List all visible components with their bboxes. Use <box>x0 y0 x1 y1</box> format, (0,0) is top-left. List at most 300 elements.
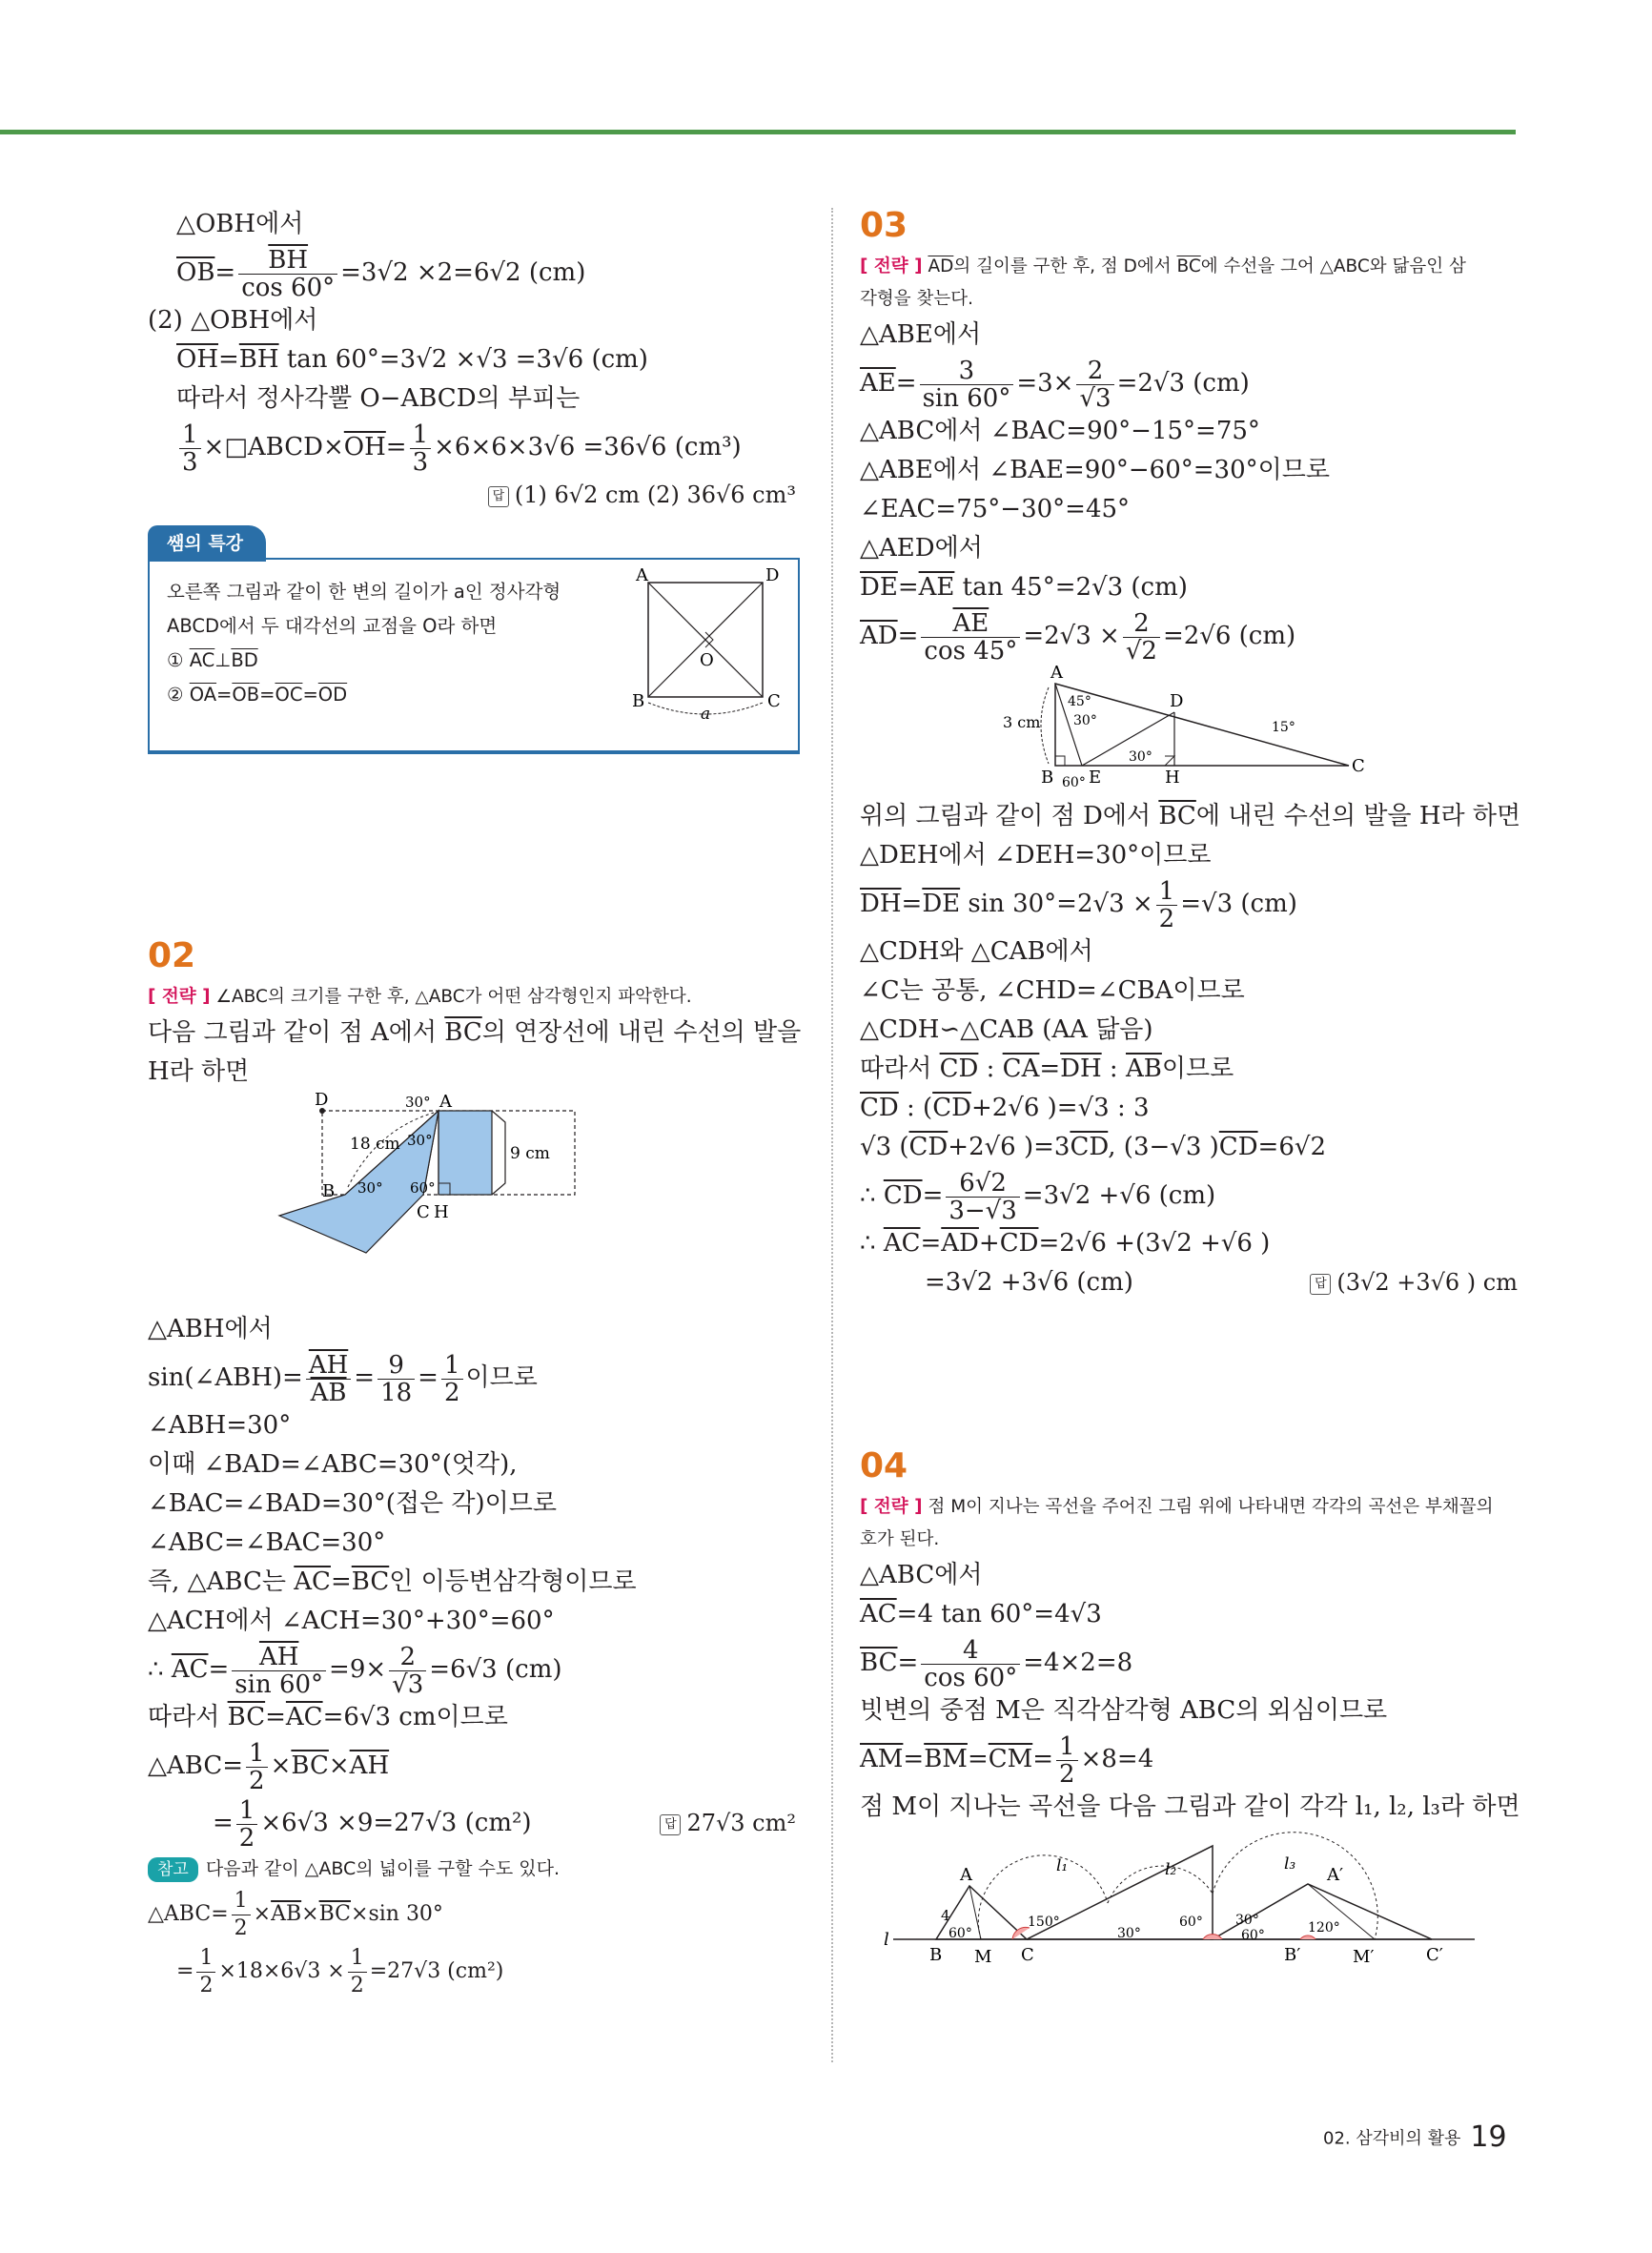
label-b: B <box>929 1945 943 1965</box>
numerator: 3 <box>920 358 1014 385</box>
segment: $\overline{OC}$ <box>275 684 303 706</box>
numerator: $\overline{AE}$ <box>921 610 1020 638</box>
numerator: 1 <box>246 1740 268 1768</box>
denominator: cos 45° <box>924 636 1018 666</box>
math-text: =6√3 cm이므로 <box>322 1703 508 1731</box>
label-m-prime: M′ <box>1353 1947 1375 1967</box>
denominator: 3 <box>412 447 429 477</box>
math-text: = <box>895 369 917 398</box>
numerator: $\overline{BH}$ <box>238 247 337 275</box>
equation-ad <box>860 607 1518 665</box>
math-text: △ABC= <box>148 1902 229 1926</box>
tip-tab: 쌤의 특강 <box>148 525 266 562</box>
segment: $\overline{BC}$ <box>444 1018 482 1047</box>
segment: $\overline{AC}$ <box>883 1229 921 1258</box>
page-number: 19 <box>1470 2120 1507 2154</box>
equation-bc <box>860 1634 1518 1691</box>
segment: $\overline{OH}$ <box>176 345 218 374</box>
text-line: △DEH에서 ∠DEH=30°이므로 <box>860 841 1212 870</box>
chapter-title: 02. 삼각비의 활용 <box>1323 2128 1461 2149</box>
reference-text: 다음과 같이 △ABC의 넓이를 구할 수도 있다. <box>205 1858 561 1879</box>
segment: $\overline{DH}$ <box>860 890 902 918</box>
math-text: =3× <box>1016 369 1074 398</box>
segment: $\overline{DH}$ <box>1060 1055 1102 1083</box>
text-line: ∠EAC=75°−30°=45° <box>860 495 1131 523</box>
math-text: ① <box>167 649 190 671</box>
segment: $\overline{CD}$ <box>932 1094 971 1122</box>
denominator: 2 <box>350 1973 364 1997</box>
segment: $\overline{AC}$ <box>285 1703 323 1731</box>
fraction <box>236 1797 258 1852</box>
math-text: 즉, △ABC는 <box>148 1567 295 1596</box>
denominator: cos 60° <box>924 1663 1018 1692</box>
segment: $\overline{DE}$ <box>922 890 961 918</box>
math-text: 이므로 <box>1161 1055 1234 1083</box>
math-text: =2√3 × <box>1023 622 1120 650</box>
fraction <box>1123 610 1160 665</box>
math-text: 따라서 <box>148 1703 228 1731</box>
math-text: = <box>214 258 236 287</box>
denominator: √3 <box>392 1669 424 1699</box>
label-a: A <box>960 1865 972 1885</box>
equation-ob <box>148 244 796 301</box>
denominator: 2 <box>443 1378 460 1407</box>
math-text: 다음 그림과 같이 점 A에서 <box>148 1018 445 1047</box>
angle-30-a: 30° <box>1073 713 1097 728</box>
fraction <box>1076 358 1113 412</box>
text-line: △AED에서 <box>860 534 983 563</box>
strategy-line: 각형을 찾는다. <box>860 289 973 309</box>
math-text: = <box>1039 1055 1061 1083</box>
math-text: ×8=4 <box>1080 1745 1154 1773</box>
equation-dh <box>860 875 1518 932</box>
question-02 <box>148 935 802 2000</box>
math-text: + <box>978 1229 1000 1258</box>
label-a: A <box>636 565 648 585</box>
math-text: =9× <box>329 1655 387 1684</box>
label-b: B <box>632 691 645 711</box>
math-text: =2√3 (cm) <box>1116 369 1250 398</box>
text-line: 따라서 정사각뿔 O−ABCD의 부피는 <box>176 384 581 413</box>
numerator: 4 <box>921 1637 1020 1665</box>
square-figure <box>624 563 786 735</box>
math-text: ∴ <box>860 1229 884 1258</box>
answer-icon: 답 <box>660 1814 681 1835</box>
segment: $\overline{BM}$ <box>924 1745 968 1773</box>
segment: $\overline{BH}$ <box>238 345 279 374</box>
label-b-prime: B′ <box>1284 1945 1301 1965</box>
math-text: ×□ABCD× <box>203 433 344 461</box>
answer-line <box>660 1794 796 1852</box>
math-text: = <box>922 1181 944 1210</box>
math-text: = <box>259 684 275 706</box>
folded-paper-figure <box>148 1092 796 1306</box>
label-l1: l₁ <box>1056 1856 1069 1875</box>
math-text: × <box>301 1902 319 1926</box>
math-text: = <box>302 684 318 706</box>
math-text: : <box>1101 1055 1126 1083</box>
label-b: B <box>1041 768 1054 788</box>
math-text: = <box>967 1745 989 1773</box>
math-text: = <box>897 573 919 602</box>
segment: $\overline{CD}$ <box>939 1055 979 1083</box>
segment: $\overline{CD}$ <box>1070 1133 1109 1161</box>
numerator: 1 <box>1156 878 1178 906</box>
text-line: △OBH에서 <box>176 210 304 238</box>
segment: $\overline{OH}$ <box>343 433 386 461</box>
answer-line <box>1310 1263 1518 1302</box>
right-angle-b <box>1055 756 1065 766</box>
tip-line <box>167 644 561 678</box>
fraction <box>179 421 201 476</box>
equation-volume <box>148 419 796 476</box>
numerator: 2 <box>1123 610 1160 638</box>
math-text: 따라서 <box>860 1055 940 1083</box>
math-text: =√3 (cm) <box>1180 890 1297 918</box>
math-text: = <box>897 1649 919 1677</box>
math-text: sin 30°=2√3 × <box>960 890 1153 918</box>
math-text: = <box>218 345 239 374</box>
equation-area-result <box>148 1794 796 1852</box>
math-text: =3√2 +√6 (cm) <box>1022 1181 1216 1210</box>
math-text: △ABC= <box>148 1751 244 1780</box>
label-side-a: a <box>701 705 711 724</box>
length-arc <box>1041 687 1049 764</box>
strategy-line <box>148 981 796 1014</box>
tip-box <box>148 525 798 754</box>
numerator: 1 <box>441 1352 463 1380</box>
equation-ae <box>860 355 1518 412</box>
denominator: 2 <box>199 1973 214 1997</box>
text-line: H라 하면 <box>148 1057 250 1086</box>
math-text: ×6×6×3√6 =36√6 (cm³) <box>434 433 742 461</box>
left-column <box>148 205 802 2000</box>
angle-60: 60° <box>410 1179 436 1197</box>
fraction <box>1156 878 1178 932</box>
numerator: 6√2 <box>946 1170 1019 1198</box>
math-text: = <box>418 1363 438 1392</box>
strategy-text: ∠ABC의 크기를 구한 후, △ABC가 어떤 삼각형인지 파악한다. <box>215 987 692 1007</box>
text-line <box>860 1128 1518 1167</box>
denominator: 3 <box>182 447 198 477</box>
length-4: 4 <box>941 1907 950 1924</box>
answer-icon: 답 <box>1310 1274 1331 1295</box>
numerator: 9 <box>377 1352 415 1380</box>
tip-line <box>167 678 561 712</box>
label-c: C <box>1021 1945 1034 1965</box>
segment: $\overline{BC}$ <box>291 1751 329 1780</box>
math-text: = <box>920 1229 942 1258</box>
segment: $\overline{AC}$ <box>294 1567 331 1596</box>
segment: $\overline{OD}$ <box>317 684 348 706</box>
label-d: D <box>315 1092 329 1110</box>
angle-60-mid: 60° <box>1179 1915 1203 1930</box>
angle-30-mid: 30° <box>1117 1926 1141 1941</box>
math-text: =4 tan 60°=4√3 <box>896 1600 1102 1628</box>
denominator: AB <box>310 1378 347 1407</box>
strategy-text: 점 M이 지나는 곡선을 주어진 그림 위에 나타내면 각각의 곡선은 부채꼴의 <box>928 1497 1494 1517</box>
math-text: = <box>897 622 919 650</box>
math-text: 에 내린 수선의 발을 H라 하면 <box>1195 802 1521 830</box>
denominator: 2 <box>238 1823 255 1853</box>
angle-30-bottom: 30° <box>357 1179 383 1197</box>
text-line: △ACH에서 ∠ACH=30°+30°=60° <box>148 1607 555 1635</box>
numerator: 1 <box>410 421 432 449</box>
math-text: : ( <box>898 1094 933 1122</box>
fraction <box>377 1352 415 1406</box>
math-text: = <box>1032 1745 1054 1773</box>
segment: $\overline{AC}$ <box>189 649 215 671</box>
angle-15: 15° <box>1272 720 1295 735</box>
rolling-triangle-figure <box>860 1827 1518 1975</box>
column-divider <box>831 208 833 2062</box>
numerator: 1 <box>1056 1733 1078 1761</box>
segment: $\overline{BC}$ <box>351 1567 390 1596</box>
answer-icon: 답 <box>488 486 509 507</box>
strategy-label: [ 전략 ] <box>860 1497 923 1517</box>
math-text: =2√6 (cm) <box>1162 622 1296 650</box>
segment: $\overline{AD}$ <box>941 1229 979 1258</box>
fraction <box>232 1888 251 1942</box>
strategy-text: 에 수선을 그어 △ABC와 닮음인 삼 <box>1200 256 1466 277</box>
label-a: A <box>439 1092 452 1112</box>
angle-30-top: 30° <box>405 1094 431 1111</box>
numerator: $\overline{AH}$ <box>306 1352 351 1380</box>
math-text: × <box>270 1751 292 1780</box>
numerator: 1 <box>232 1888 251 1915</box>
reference-line <box>148 1852 796 1886</box>
math-text: 의 연장선에 내린 수선의 발을 <box>481 1018 802 1047</box>
segment: $\overline{BC}$ <box>1176 256 1201 277</box>
denominator: cos 60° <box>241 273 336 302</box>
label-c: C <box>1352 756 1365 776</box>
fraction <box>348 1945 367 1999</box>
equation-cd <box>860 1167 1518 1224</box>
segment: $\overline{BC}$ <box>860 1649 898 1677</box>
math-text: = <box>265 1703 286 1731</box>
segment: $\overline{CD}$ <box>908 1133 948 1161</box>
segment: $\overline{BC}$ <box>227 1703 266 1731</box>
math-text: =27√3 (cm²) <box>369 1959 504 1983</box>
answer-line <box>148 476 796 514</box>
answer-text: 27√3 cm² <box>686 1810 796 1836</box>
numerator: 1 <box>196 1945 215 1973</box>
text-line: △ABH에서 <box>148 1315 273 1343</box>
math-text: = <box>213 1809 234 1837</box>
equation-de <box>860 568 1518 607</box>
label-d: D <box>1170 691 1184 711</box>
segment: $\overline{AC}$ <box>171 1655 209 1684</box>
text-line <box>860 1224 1518 1263</box>
header-accent-bar <box>0 130 1516 134</box>
segment: $\overline{AD}$ <box>860 622 898 650</box>
math-text: , (3−√3 ) <box>1108 1133 1219 1161</box>
equation-oh <box>148 340 796 379</box>
denominator: √2 <box>1125 636 1157 666</box>
angle-30-e: 30° <box>1129 749 1152 765</box>
label-l2: l₂ <box>1165 1860 1177 1879</box>
segment: $\overline{CM}$ <box>988 1745 1033 1773</box>
math-text: =6√3 (cm) <box>429 1655 562 1684</box>
segment: $\overline{CD}$ <box>883 1181 923 1210</box>
text-line: ∠BAC=∠BAD=30°(접은 각)이므로 <box>148 1489 557 1518</box>
angle-marker-b-prime <box>1300 1936 1315 1939</box>
label-c-prime: C′ <box>1426 1945 1443 1965</box>
label-l3: l₃ <box>1284 1854 1296 1874</box>
text-line: △CDH와 △CAB에서 <box>860 937 1093 966</box>
edge-bracket <box>492 1111 505 1195</box>
text-line: ∠C는 공통, ∠CHD=∠CBA이므로 <box>860 976 1245 1005</box>
denominator: √3 <box>1079 383 1112 413</box>
math-text: +2√6 )=√3 : 3 <box>970 1094 1150 1122</box>
segment: $\overline{BC}$ <box>1158 802 1196 830</box>
denominator: 18 <box>380 1378 413 1407</box>
math-text: =3√2 ×2=6√2 (cm) <box>340 258 586 287</box>
label-d: D <box>765 565 780 585</box>
fraction <box>920 358 1014 412</box>
text-line: (2) △OBH에서 <box>148 306 318 335</box>
reference-equation-result <box>148 1943 796 2000</box>
text-line <box>860 1263 1518 1302</box>
equation-ac <box>148 1641 796 1698</box>
math-text: =2√6 +(3√2 +√6 ) <box>1038 1229 1271 1258</box>
math-text: 이므로 <box>465 1363 538 1392</box>
math-text: × <box>253 1902 272 1926</box>
answer-text: (3√2 +3√6 ) cm <box>1336 1269 1518 1296</box>
fraction <box>410 421 432 476</box>
math-text: ∴ <box>148 1655 172 1684</box>
segment: $\overline{OB}$ <box>232 684 260 706</box>
math-text: ∴ <box>860 1181 884 1210</box>
math-text: tan 45°=2√3 (cm) <box>954 573 1188 602</box>
numerator: $\overline{AH}$ <box>232 1644 326 1671</box>
math-text: = <box>330 1567 352 1596</box>
page-footer <box>1323 2120 1507 2154</box>
math-text: = <box>354 1363 376 1392</box>
segment: $\overline{CD}$ <box>860 1094 899 1122</box>
math-text: = <box>208 1655 230 1684</box>
math-text: 인 이등변삼각형이므로 <box>389 1567 637 1596</box>
equation-am <box>860 1731 1518 1788</box>
math-text: = <box>176 1959 194 1983</box>
segment: $\overline{CD}$ <box>999 1229 1039 1258</box>
numerator: 1 <box>179 421 201 449</box>
math-text: ×6√3 ×9=27√3 (cm²) <box>260 1809 532 1837</box>
spacer <box>860 1302 1518 1445</box>
math-text: ⊥ <box>214 649 232 671</box>
text-line <box>148 1014 802 1053</box>
angle-60-right: 60° <box>1241 1928 1265 1943</box>
reference-badge: 참고 <box>148 1857 198 1882</box>
segment: $\overline{CD}$ <box>1218 1133 1258 1161</box>
text-line: △ABC에서 <box>860 1561 983 1589</box>
math-text: =6√2 <box>1257 1133 1326 1161</box>
text-line: △CDH∽△CAB (AA 닮음) <box>860 1015 1153 1044</box>
text-line <box>860 1595 1518 1634</box>
math-text: = <box>385 433 407 461</box>
right-triangle-figure <box>860 665 1518 793</box>
math-text: ② <box>167 684 190 706</box>
segment: $\overline{BD}$ <box>231 649 258 671</box>
angle-60: 60° <box>1062 775 1086 790</box>
math-text: × <box>328 1751 350 1780</box>
label-h: H <box>434 1202 449 1222</box>
fraction <box>1056 1733 1078 1788</box>
question-03 <box>860 205 1521 1302</box>
fraction <box>921 610 1020 665</box>
fraction <box>441 1352 463 1406</box>
fraction <box>306 1352 351 1406</box>
angle-120: 120° <box>1308 1920 1340 1936</box>
tip-line: ABCD에서 두 대각선의 교점을 O라 하면 <box>167 615 498 637</box>
segment: $\overline{AM}$ <box>860 1745 904 1773</box>
reference-equation <box>148 1886 796 1943</box>
math-text: ×18×6√3 × <box>218 1959 345 1983</box>
math-text: = <box>216 684 233 706</box>
segment: $\overline{AC}$ <box>860 1600 897 1628</box>
text-line: △ABC에서 ∠BAC=90°−15°=75° <box>860 417 1260 445</box>
math-text: sin(∠ABH)= <box>148 1363 303 1392</box>
text-line: 빗변의 중점 M은 직각삼각형 ABC의 외심이므로 <box>860 1696 1388 1725</box>
strategy-line <box>860 251 1518 283</box>
question-number: 04 <box>860 1446 908 1485</box>
angle-150: 150° <box>1028 1915 1060 1930</box>
rectangle-right-part <box>438 1111 492 1195</box>
segment: $\overline{AB}$ <box>271 1902 302 1926</box>
math-text: +2√6 )=3 <box>948 1133 1071 1161</box>
segment: $\overline{DE}$ <box>860 573 898 602</box>
angle-30-right: 30° <box>1235 1913 1259 1928</box>
question-number: 02 <box>148 936 196 975</box>
denominator: 3−√3 <box>948 1196 1017 1225</box>
equation-sin <box>148 1349 796 1406</box>
label-a-prime: A′ <box>1327 1865 1344 1885</box>
numerator: 1 <box>236 1797 258 1825</box>
segment: $\overline{OB}$ <box>176 258 215 287</box>
math-text: =4×2=8 <box>1023 1649 1133 1677</box>
numerator: 1 <box>348 1945 367 1973</box>
segment: $\overline{OA}$ <box>189 684 217 706</box>
label-c: C <box>417 1202 430 1222</box>
segment: $\overline{AH}$ <box>349 1751 390 1780</box>
numerator: 2 <box>389 1644 426 1671</box>
math-text: ×sin 30° <box>351 1902 443 1926</box>
segment: $\overline{AE}$ <box>918 573 955 602</box>
fraction <box>246 1740 268 1794</box>
text-line: △ABE에서 ∠BAE=90°−60°=30°이므로 <box>860 456 1330 484</box>
text-line <box>148 1563 796 1602</box>
label-l: l <box>884 1930 889 1950</box>
denominator: 2 <box>1059 1759 1075 1789</box>
triangle-abc <box>1055 684 1349 766</box>
text-line: △ABE에서 <box>860 320 982 349</box>
tip-text <box>167 575 561 712</box>
previous-solution <box>148 205 796 514</box>
strategy-label: [ 전략 ] <box>860 256 923 277</box>
tip-line: 오른쪽 그림과 같이 한 변의 길이가 a인 정사각형 <box>167 581 561 603</box>
math-text: =3√2 +3√6 (cm) <box>925 1268 1133 1297</box>
math-text: : <box>978 1055 1003 1083</box>
segment: $\overline{BC}$ <box>318 1902 352 1926</box>
text-line: 점 M이 지나는 곡선을 다음 그림과 같이 각각 l₁, l₂, l₃라 하면 <box>860 1792 1520 1821</box>
strategy-text: 의 길이를 구한 후, 점 D에서 <box>953 256 1177 277</box>
label-h: H <box>1165 768 1180 788</box>
length-18cm: 18 cm <box>350 1135 400 1154</box>
text-line <box>860 1089 1518 1128</box>
strategy-line: 호가 된다. <box>860 1529 940 1549</box>
numerator: 2 <box>1076 358 1113 385</box>
question-number: 03 <box>860 206 908 245</box>
